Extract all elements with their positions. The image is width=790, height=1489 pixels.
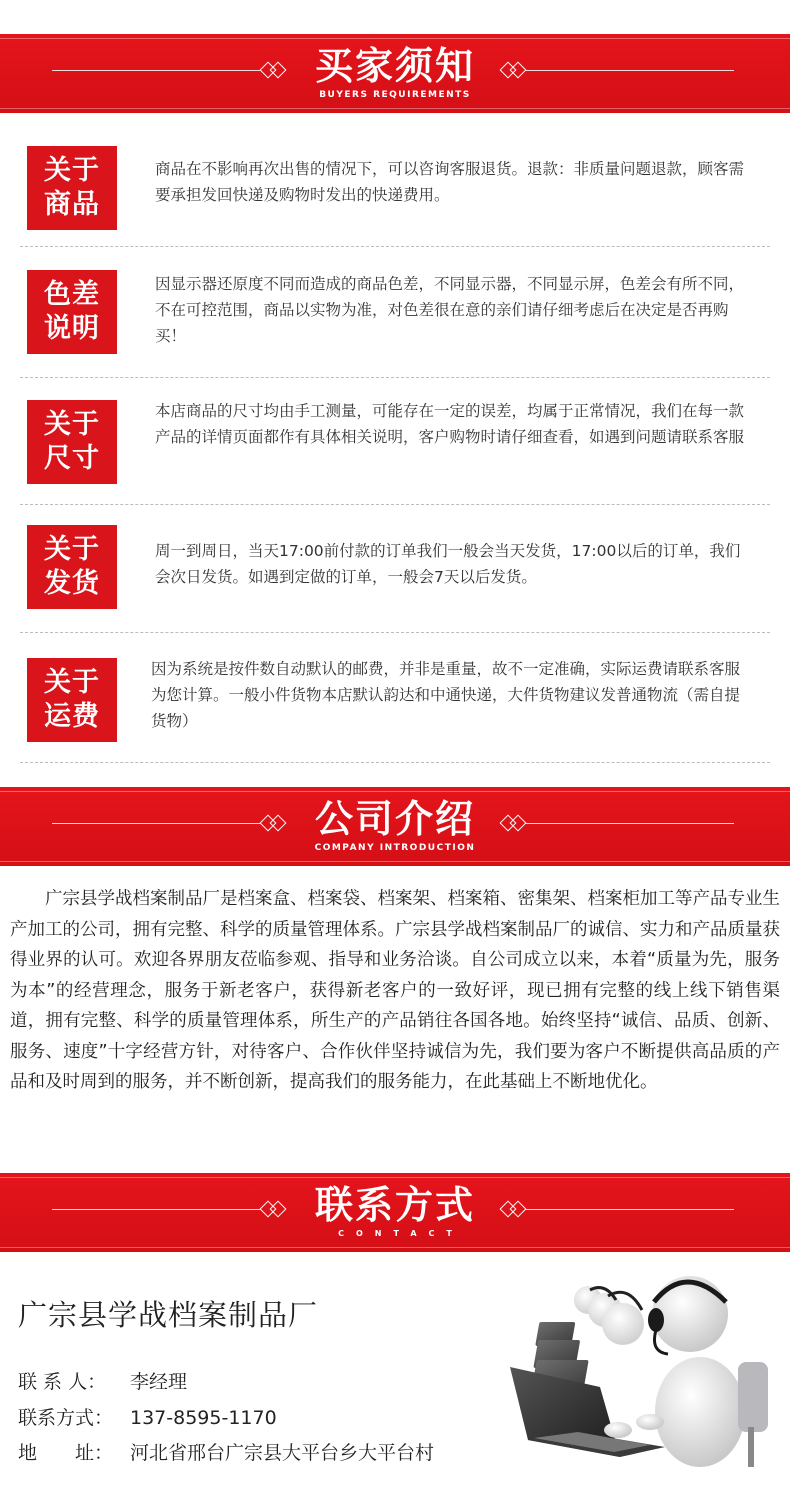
buyers-banner (0, 34, 790, 113)
contact-banner (0, 1173, 790, 1252)
divider (20, 762, 770, 763)
notice-badge: 关于 运费 (27, 658, 117, 742)
contact-person (18, 1367, 187, 1394)
section-title: 买家须知 (314, 44, 475, 88)
contact-person-label: 联 系 人： (18, 1371, 107, 1393)
customer-service-agents-illustration-icon (490, 1262, 780, 1482)
section-subtitle: BUYERS REQUIREMENTS (319, 90, 471, 100)
company-intro-text: 广宗县学战档案制品厂是档案盒、档案袋、档案架、档案箱、密集架、档案柜加工等产品专业生产加工的公司，拥有完整、科学的质量管理体系。广宗县学战档案制品厂的诚信、实力和产品质量获得业界的认可。欢迎各界朋友莅临参观、指导和业务洽谈。自公司成立以来，本着“质量为先，服务为本”的经营理念，服务于新老客户，获得新老客户的一致好评，现已拥有完整的线上线下销售渠道，拥有完整、科学的质量管理体系，所生产的产品销往各国各地。始终坚持“诚信、品质、创新、服务、速度”十字经营方针，对待客户、合作伙伴坚持诚信为先，我们要为客户不断提供高品质的产品和及时周到的服务，并不断创新，提高我们的服务能力，在此基础上不断地优化。 (10, 889, 780, 1092)
notice-text: 本店商品的尺寸均由手工测量，可能存在一定的误差，均属于正常情况，我们在每一款产品的详情页面都作有具体相关说明，客户购物时请仔细查看，如遇到问题请联系客服 (155, 402, 745, 446)
contact-address-value: 河北省邢台广宗县大平台乡大平台村 (130, 1442, 435, 1464)
notice-badge: 关于 商品 (27, 146, 117, 230)
notice-badge: 关于 发货 (27, 525, 117, 609)
contact-phone-value: 137-8595-1170 (130, 1407, 277, 1429)
section-title: 公司介绍 (314, 797, 475, 841)
notice-badge: 色差 说明 (27, 270, 117, 354)
section-subtitle: CONTACT (338, 1229, 464, 1238)
contact-phone-label: 联系方式： (18, 1407, 114, 1429)
section-subtitle: COMPANY INTRODUCTION (314, 843, 476, 853)
contact-person-value: 李经理 (130, 1371, 188, 1393)
contact-address (18, 1438, 434, 1465)
contact-company-name: 广宗县学战档案制品厂 (18, 1298, 319, 1332)
section-title: 联系方式 (314, 1183, 475, 1227)
contact-address-label: 地 址： (18, 1442, 114, 1464)
notice-text: 因为系统是按件数自动默认的邮费，并非是重量，故不一定准确，实际运费请联系客服为您计算。一般小件货物本店默认韵达和中通快递，大件货物建议发普通物流（需自提货物） (151, 660, 741, 730)
notice-text: 周一到周日，当天17:00前付款的订单我们一般会当天发货，17:00以后的订单，我们会次日发货。如遇到定做的订单，一般会7天以后发货。 (155, 542, 741, 586)
contact-phone (18, 1403, 277, 1430)
company-banner (0, 787, 790, 866)
divider (20, 246, 770, 247)
divider (20, 504, 770, 505)
notice-text: 商品在不影响再次出售的情况下，可以咨询客服退货。退款：非质量问题退款，顾客需要承担发回快递及购物时发出的快递费用。 (155, 160, 745, 204)
notice-badge: 关于 尺寸 (27, 400, 117, 484)
divider (20, 632, 770, 633)
notice-text: 因显示器还原度不同而造成的商品色差，不同显示器，不同显示屏，色差会有所不同，不在可控范围，商品以实物为准，对色差很在意的亲们请仔细考虑后在决定是否再购买！ (155, 275, 745, 345)
divider (20, 377, 770, 378)
